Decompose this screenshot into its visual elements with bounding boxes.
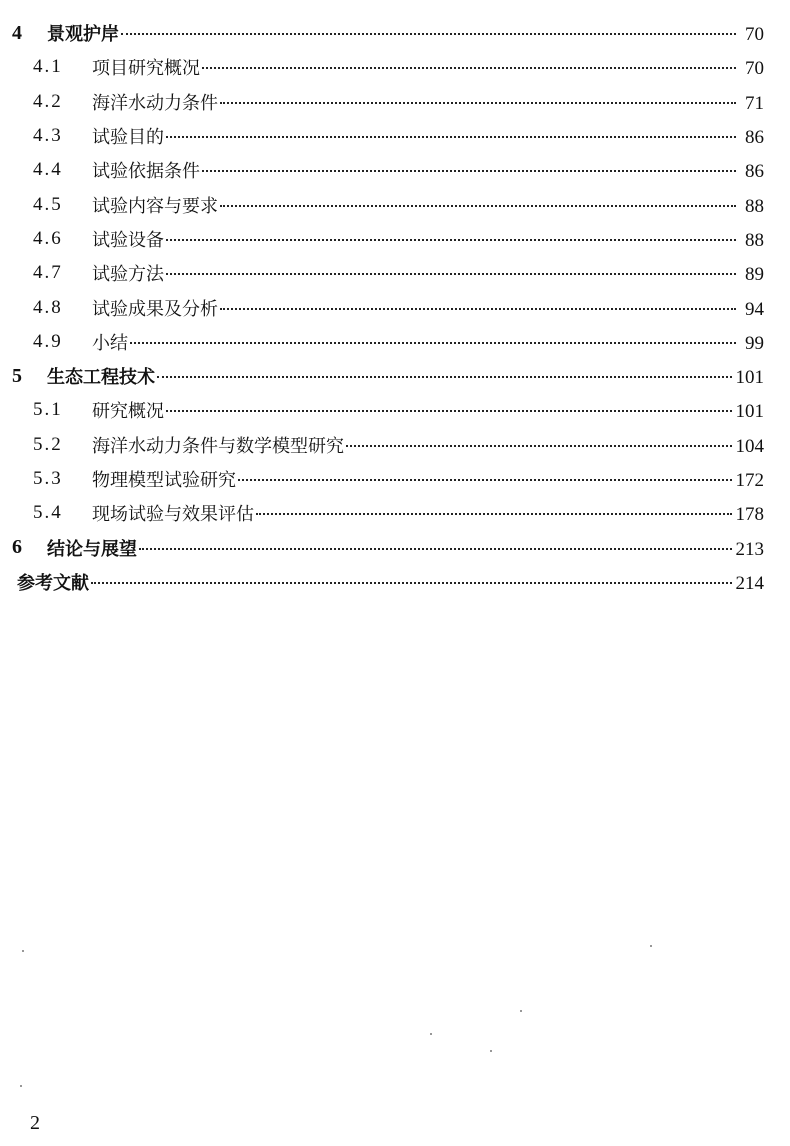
scan-speck (520, 1010, 522, 1012)
dot-leader (202, 67, 736, 69)
toc-section-entry[interactable] (0, 496, 790, 530)
toc-entry-number: 5.3 (33, 468, 63, 489)
toc-entry-title: 现场试验与效果评估 (92, 504, 254, 526)
toc-entry-title: 研究概况 (92, 401, 164, 423)
toc-entry-number: 4.6 (33, 227, 63, 249)
toc-entry-body (92, 329, 764, 355)
toc-entry-number: 4.8 (33, 296, 63, 318)
toc-entry-number: 4 (12, 21, 22, 44)
toc-entry-number: 4.2 (33, 90, 63, 112)
toc-entry-page: 178 (735, 504, 764, 526)
toc-entry-number: 4.1 (33, 56, 63, 78)
toc-section-entry[interactable] (0, 153, 790, 187)
toc-entry-page: 213 (735, 538, 764, 560)
toc-entry-page: 88 (745, 229, 764, 251)
toc-entry-number: 5.4 (33, 502, 63, 524)
toc-entry-body (47, 363, 764, 389)
toc-entry-body (92, 123, 764, 149)
toc-section-entry[interactable] (0, 290, 790, 324)
dot-leader (238, 479, 732, 481)
toc-entry-title: 试验方法 (92, 264, 164, 286)
toc-entry-number: 5.1 (33, 399, 63, 421)
toc-entry-number: 5 (12, 364, 22, 387)
dot-leader (121, 33, 736, 35)
toc-entry-number: 4.3 (33, 125, 63, 147)
toc-chapter-entry[interactable] (0, 16, 790, 50)
toc-entry-title: 试验依据条件 (92, 161, 200, 183)
toc-entry-page: 86 (745, 161, 764, 183)
toc-entry-page: 99 (745, 332, 764, 354)
scan-speck (650, 945, 652, 947)
toc-section-entry[interactable] (0, 222, 790, 256)
toc-entry-number: 4.9 (33, 330, 63, 352)
dot-leader (130, 342, 736, 344)
toc-entry-title: 物理模型试验研究 (92, 470, 236, 491)
toc-section-entry[interactable] (0, 256, 790, 290)
toc-entry-page: 71 (745, 92, 764, 114)
toc-section-entry[interactable] (0, 50, 790, 84)
toc-entry-title: 海洋水动力条件 (92, 92, 218, 114)
toc-entry-title: 生态工程技术 (47, 367, 155, 389)
toc-entry-page: 70 (745, 24, 764, 46)
toc-entry-body (47, 20, 764, 46)
toc-entry-title: 海洋水动力条件与数学模型研究 (92, 435, 344, 457)
toc-entry-body (17, 569, 764, 595)
toc-entry-number: 5.2 (33, 433, 63, 455)
toc-entry-title: 试验设备 (92, 229, 164, 251)
toc-entry-body (92, 157, 764, 183)
toc-entry-title: 试验目的 (92, 127, 164, 149)
toc-entry-page: 172 (735, 470, 764, 491)
toc-chapter-entry[interactable] (0, 565, 790, 599)
dot-leader (220, 308, 736, 310)
dot-leader (91, 582, 732, 584)
toc-entry-page: 101 (735, 367, 764, 389)
toc-section-entry[interactable] (0, 119, 790, 153)
toc-entry-body (47, 535, 764, 561)
toc-entry-number: 4.7 (33, 262, 63, 284)
toc-entry-body (92, 226, 764, 252)
toc-entry-page: 94 (745, 298, 764, 320)
toc-entry-page: 88 (745, 195, 764, 217)
dot-leader (166, 136, 736, 138)
dot-leader (166, 410, 732, 412)
toc-entry-body (92, 295, 764, 321)
toc-section-entry[interactable] (0, 393, 790, 427)
toc-entry-title: 试验内容与要求 (92, 195, 218, 217)
toc-entry-title: 景观护岸 (47, 24, 119, 46)
dot-leader (166, 239, 736, 241)
toc-entry-body (92, 500, 764, 526)
toc-entry-number: 4.5 (33, 193, 63, 215)
dot-leader (166, 273, 736, 275)
dot-leader (220, 205, 736, 207)
toc-entry-page: 101 (735, 401, 764, 423)
toc-entry-body (92, 466, 764, 492)
dot-leader (220, 102, 736, 104)
toc-entry-number: 4.4 (33, 159, 63, 181)
toc-entry-body (92, 397, 764, 423)
toc-entry-title: 小结 (92, 332, 128, 354)
toc-section-entry[interactable] (0, 428, 790, 462)
toc-section-entry[interactable] (0, 462, 790, 496)
toc-entry-body (92, 260, 764, 286)
toc-entry-page: 70 (745, 58, 764, 80)
scan-speck (490, 1050, 492, 1052)
table-of-contents (0, 16, 790, 599)
toc-entry-page: 214 (735, 572, 764, 594)
toc-section-entry[interactable] (0, 187, 790, 221)
toc-entry-page: 86 (745, 127, 764, 149)
scan-speck (22, 950, 24, 952)
toc-entry-body (92, 192, 764, 218)
page-number: 2 (30, 1112, 40, 1134)
toc-section-entry[interactable] (0, 85, 790, 119)
dot-leader (346, 445, 732, 447)
toc-section-entry[interactable] (0, 325, 790, 359)
toc-chapter-entry[interactable] (0, 359, 790, 393)
toc-entry-body (92, 432, 764, 458)
dot-leader (139, 548, 732, 550)
dot-leader (157, 376, 732, 378)
toc-entry-title: 项目研究概况 (92, 58, 200, 80)
toc-entry-page: 104 (735, 435, 764, 457)
toc-entry-body (92, 89, 764, 115)
toc-chapter-entry[interactable] (0, 530, 790, 564)
toc-entry-title: 试验成果及分析 (92, 298, 218, 320)
toc-entry-title: 参考文献 (17, 572, 89, 594)
scan-speck (20, 1085, 22, 1087)
toc-entry-number: 6 (12, 536, 22, 559)
toc-entry-body (92, 54, 764, 80)
toc-entry-page: 89 (745, 264, 764, 286)
dot-leader (202, 170, 736, 172)
scan-speck (430, 1033, 432, 1035)
toc-entry-title: 结论与展望 (47, 538, 137, 560)
dot-leader (256, 513, 732, 515)
